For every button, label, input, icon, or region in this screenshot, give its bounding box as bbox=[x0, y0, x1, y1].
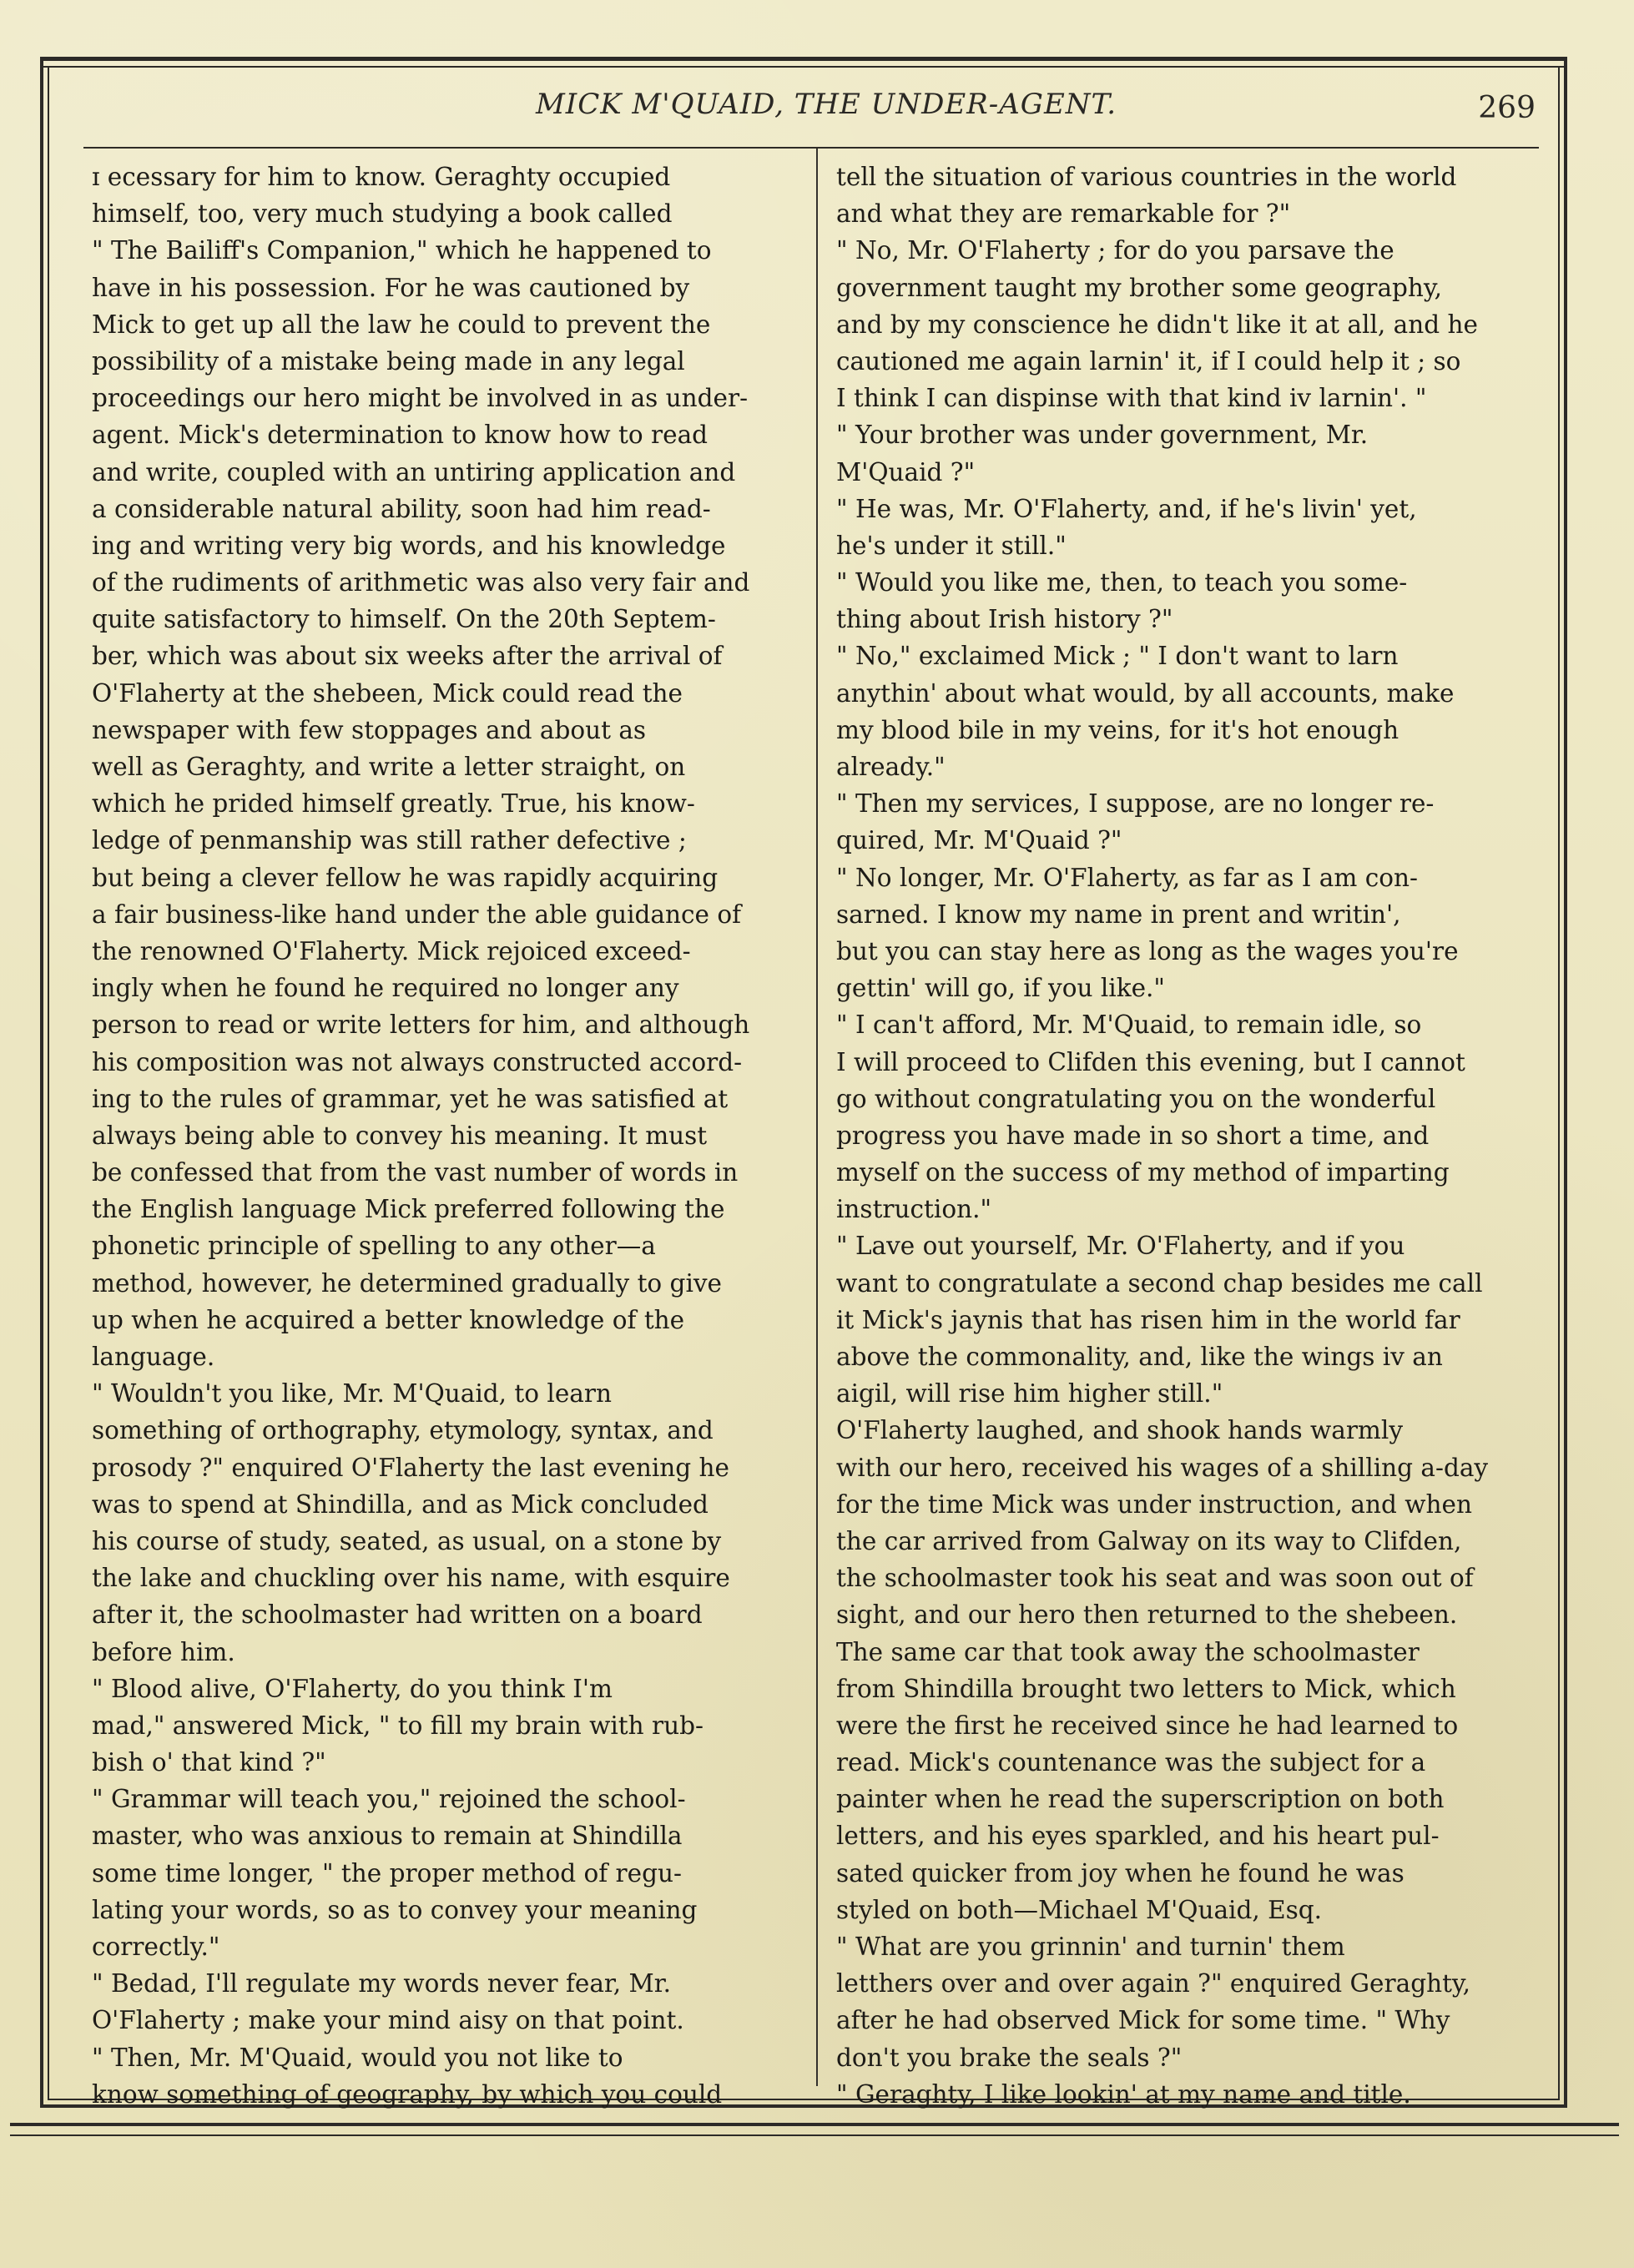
text-line: from Shindilla brought two letters to Mick, which bbox=[836, 1674, 1456, 1703]
text-line: were the first he received since he had learned to bbox=[836, 1711, 1459, 1740]
footer-rule-outer bbox=[10, 2123, 1619, 2126]
text-line: " Blood alive, O'Flaherty, do you think I'm bbox=[92, 1674, 613, 1703]
text-line: mad," answered Mick, " to fill my brain with rub- bbox=[92, 1711, 704, 1740]
text-line: after it, the schoolmaster had written on a board bbox=[92, 1600, 703, 1630]
right-column-text bbox=[836, 159, 1526, 2113]
text-line: with our hero, received his wages of a shilling a-day bbox=[836, 1453, 1489, 1482]
text-line: ing to the rules of grammar, yet he was satisfied at bbox=[92, 1084, 729, 1113]
text-line: but being a clever fellow he was rapidly acquiring bbox=[92, 863, 719, 892]
footer-rule-inner bbox=[10, 2134, 1619, 2136]
text-line: " Would you like me, then, to teach you some- bbox=[836, 568, 1408, 597]
text-line: have in his possession. For he was cautioned by bbox=[92, 273, 690, 302]
text-line: quired, Mr. M'Quaid ?" bbox=[836, 826, 1122, 855]
text-line: instruction." bbox=[836, 1195, 992, 1224]
text-line: M'Quaid ?" bbox=[836, 457, 976, 486]
text-line: a considerable natural ability, soon had him read- bbox=[92, 494, 711, 523]
text-line: he's under it still." bbox=[836, 531, 1067, 560]
text-line: be confessed that from the vast number of words in bbox=[92, 1158, 739, 1187]
text-line: something of orthography, etymology, syntax, and bbox=[92, 1416, 714, 1445]
text-line: of the rudiments of arithmetic was also very fair and bbox=[92, 568, 750, 597]
text-line: I think I can dispinse with that kind iv larnin'. " bbox=[836, 384, 1427, 413]
text-line: already." bbox=[836, 753, 946, 781]
text-line: " Wouldn't you like, Mr. M'Quaid, to learn bbox=[92, 1379, 613, 1409]
text-line: quite satisfactory to himself. On the 20th Septem- bbox=[92, 605, 716, 634]
text-line: above the commonality, and, like the wings iv an bbox=[836, 1343, 1443, 1371]
top-border-rule-outer bbox=[40, 57, 1567, 61]
text-line: O'Flaherty at the shebeen, Mick could read the bbox=[92, 678, 683, 708]
text-line: anythin' about what would, by all accounts, make bbox=[836, 678, 1455, 708]
text-line: " Grammar will teach you," rejoined the school- bbox=[92, 1785, 686, 1814]
text-line: the car arrived from Galway on its way to Clifden, bbox=[836, 1526, 1462, 1555]
text-line: and by my conscience he didn't like it at all, and he bbox=[836, 310, 1478, 339]
text-line: ɪ ecessary for him to know. Geraghty occupied bbox=[92, 163, 671, 191]
text-line: well as Geraghty, and write a letter straight, on bbox=[92, 753, 686, 781]
text-line: " No, Mr. O'Flaherty ; for do you parsave the bbox=[836, 236, 1394, 265]
text-line: and write, coupled with an untiring application and bbox=[92, 457, 736, 486]
text-line: correctly." bbox=[92, 1933, 220, 1961]
text-line: want to congratulate a second chap besides me call bbox=[836, 1268, 1483, 1298]
text-line: don't you brake the seals ?" bbox=[836, 2043, 1183, 2072]
text-line: aigil, will rise him higher still." bbox=[836, 1379, 1223, 1409]
text-line: gettin' will go, if you like." bbox=[836, 974, 1165, 1003]
text-line: it Mick's jaynis that has risen him in the world far bbox=[836, 1305, 1460, 1334]
right-border-rule-inner bbox=[1558, 66, 1560, 2100]
text-line: but you can stay here as long as the wages you're bbox=[836, 936, 1459, 965]
text-line: " The Bailiff's Companion," which he happened to bbox=[92, 236, 712, 265]
text-line: I will proceed to Clifden this evening, but I cannot bbox=[836, 1047, 1465, 1076]
text-line: method, however, he determined gradually to give bbox=[92, 1268, 723, 1298]
text-line: the renowned O'Flaherty. Mick rejoiced exceed- bbox=[92, 936, 691, 965]
page-number: 269 bbox=[1478, 91, 1536, 125]
text-line: painter when he read the superscription on both bbox=[836, 1785, 1445, 1814]
left-column-text bbox=[92, 159, 781, 2113]
page-title: MICK M'QUAID, THE UNDER-AGENT. bbox=[535, 88, 1117, 121]
text-line: " Your brother was under government, Mr. bbox=[836, 421, 1369, 450]
text-line: a fair business-like hand under the able guidance of bbox=[92, 900, 742, 929]
text-line: phonetic principle of spelling to any other—a bbox=[92, 1232, 656, 1261]
text-line: the schoolmaster took his seat and was soon out of bbox=[836, 1564, 1474, 1593]
text-line: after he had observed Mick for some time. " Why bbox=[836, 2006, 1450, 2035]
text-line: was to spend at Shindilla, and as Mick concluded bbox=[92, 1489, 709, 1519]
text-line: ledge of penmanship was still rather defective ; bbox=[92, 826, 687, 855]
text-line: for the time Mick was under instruction, and when bbox=[836, 1489, 1472, 1519]
text-line: government taught my brother some geography, bbox=[836, 273, 1443, 302]
text-line: letthers over and over again ?" enquired Geraghty, bbox=[836, 1969, 1471, 1998]
text-line: know something of geography, by which you could bbox=[92, 2079, 723, 2109]
text-line: himself, too, very much studying a book called bbox=[92, 199, 673, 229]
text-line: person to read or write letters for him, and although bbox=[92, 1011, 750, 1040]
top-border-rule-inner bbox=[40, 66, 1567, 68]
text-line: " Bedad, I'll regulate my words never fear, Mr. bbox=[92, 1969, 671, 1998]
text-line: " He was, Mr. O'Flaherty, and, if he's livin' yet, bbox=[836, 494, 1417, 523]
text-line: read. Mick's countenance was the subject for a bbox=[836, 1748, 1426, 1777]
text-line: The same car that took away the schoolmaster bbox=[836, 1637, 1420, 1666]
text-line: possibility of a mistake being made in any legal bbox=[92, 346, 685, 375]
text-line: " I can't afford, Mr. M'Quaid, to remain idle, so bbox=[836, 1011, 1422, 1040]
text-line: cautioned me again larnin' it, if I could help it ; so bbox=[836, 346, 1461, 375]
text-line: O'Flaherty laughed, and shook hands warmly bbox=[836, 1416, 1404, 1445]
text-line: " No," exclaimed Mick ; " I don't want to larn bbox=[836, 642, 1399, 671]
text-line: tell the situation of various countries in the world bbox=[836, 163, 1457, 191]
text-line: " No longer, Mr. O'Flaherty, as far as I am con- bbox=[836, 863, 1418, 892]
text-line: " Lave out yourself, Mr. O'Flaherty, and if you bbox=[836, 1232, 1405, 1261]
text-line: O'Flaherty ; make your mind aisy on that point. bbox=[92, 2006, 684, 2035]
text-line: sarned. I know my name in prent and writin', bbox=[836, 900, 1401, 929]
text-line: " Geraghty, I like lookin' at my name and title. bbox=[836, 2079, 1411, 2109]
text-line: proceedings our hero might be involved in as under- bbox=[92, 384, 749, 413]
header-rule bbox=[83, 147, 1539, 149]
text-line: the English language Mick preferred following the bbox=[92, 1195, 725, 1224]
column-divider bbox=[816, 149, 818, 2086]
text-line: and what they are remarkable for ?" bbox=[836, 199, 1291, 229]
text-line: before him. bbox=[92, 1637, 235, 1666]
text-line: sated quicker from joy when he found he was bbox=[836, 1858, 1405, 1887]
text-line: which he prided himself greatly. True, his know- bbox=[92, 789, 695, 819]
text-line: master, who was anxious to remain at Shindilla bbox=[92, 1822, 683, 1851]
left-border-rule-inner bbox=[48, 66, 49, 2100]
text-line: ber, which was about six weeks after the arrival of bbox=[92, 642, 723, 671]
text-line: lating your words, so as to convey your meaning bbox=[92, 1895, 698, 1924]
text-line: progress you have made in so short a time, and bbox=[836, 1121, 1430, 1150]
right-border-rule-outer bbox=[1564, 57, 1567, 2108]
text-line: styled on both—Michael M'Quaid, Esq. bbox=[836, 1895, 1323, 1924]
text-line: his composition was not always constructed accord- bbox=[92, 1047, 743, 1076]
text-line: " Then my services, I suppose, are no longer re- bbox=[836, 789, 1435, 819]
text-line: his course of study, seated, as usual, on a stone by bbox=[92, 1526, 722, 1555]
text-line: myself on the success of my method of imparting bbox=[836, 1158, 1450, 1187]
text-line: prosody ?" enquired O'Flaherty the last evening he bbox=[92, 1453, 729, 1482]
text-line: ing and writing very big words, and his knowledge bbox=[92, 531, 726, 560]
text-line: the lake and chuckling over his name, with esquire bbox=[92, 1564, 730, 1593]
text-line: thing about Irish history ?" bbox=[836, 605, 1173, 634]
text-line: sight, and our hero then returned to the shebeen. bbox=[836, 1600, 1458, 1630]
text-line: agent. Mick's determination to know how to read bbox=[92, 421, 709, 450]
text-line: go without congratulating you on the wonderful bbox=[836, 1084, 1436, 1113]
text-line: some time longer, " the proper method of regu- bbox=[92, 1858, 682, 1887]
text-line: up when he acquired a better knowledge of the bbox=[92, 1305, 685, 1334]
text-line: newspaper with few stoppages and about as bbox=[92, 715, 647, 744]
text-line: my blood bile in my veins, for it's hot enough bbox=[836, 715, 1399, 744]
text-line: always being able to convey his meaning. It must bbox=[92, 1121, 708, 1150]
left-border-rule-outer bbox=[40, 57, 43, 2108]
text-line: Mick to get up all the law he could to prevent the bbox=[92, 310, 711, 339]
text-line: " Then, Mr. M'Quaid, would you not like to bbox=[92, 2043, 623, 2072]
text-line: language. bbox=[92, 1343, 215, 1371]
text-line: ingly when he found he required no longer any bbox=[92, 974, 679, 1003]
text-line: " What are you grinnin' and turnin' them bbox=[836, 1933, 1345, 1961]
text-line: letters, and his eyes sparkled, and his heart pul- bbox=[836, 1822, 1440, 1851]
text-line: bish o' that kind ?" bbox=[92, 1748, 326, 1777]
